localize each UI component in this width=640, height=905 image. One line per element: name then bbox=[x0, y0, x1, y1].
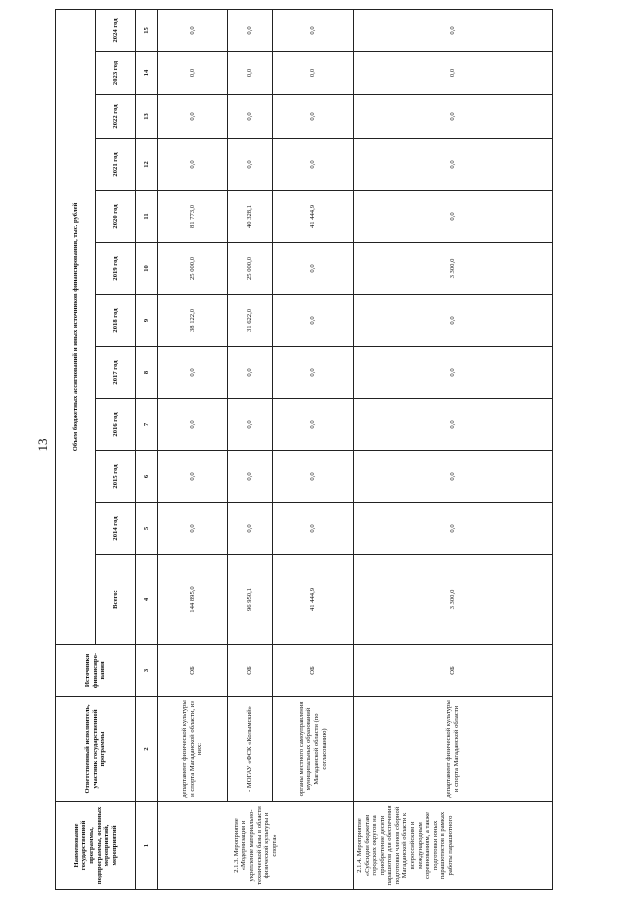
header-source: Источники финансиро-вания bbox=[56, 645, 136, 697]
year-value-cell: 0,0 bbox=[228, 139, 273, 191]
column-number: 3 bbox=[136, 645, 158, 697]
header-row-group bbox=[56, 9, 96, 889]
year-value-cell: 0,0 bbox=[354, 9, 553, 51]
year-value-cell: 0,0 bbox=[273, 399, 354, 451]
column-number: 15 bbox=[136, 9, 158, 51]
year-value-cell: 0,0 bbox=[273, 9, 354, 51]
year-value-cell: 0,0 bbox=[273, 243, 354, 295]
header-executor: Ответственный исполнитель, участник государственной программы bbox=[56, 697, 136, 802]
year-value-cell: 0,0 bbox=[273, 95, 354, 139]
year-value-cell: 38 122,0 bbox=[158, 295, 228, 347]
year-value-cell: 0,0 bbox=[273, 451, 354, 503]
total-cell: 3 300,0 bbox=[354, 555, 553, 645]
source-cell: ОБ bbox=[158, 645, 228, 697]
header-row-numbers bbox=[136, 9, 158, 889]
year-value-cell: 0,0 bbox=[158, 347, 228, 399]
year-value-cell: 40 328,1 bbox=[228, 191, 273, 243]
source-cell: ОБ bbox=[354, 645, 553, 697]
year-value-cell: 0,0 bbox=[354, 451, 553, 503]
year-value-cell: 0,0 bbox=[158, 95, 228, 139]
executor-cell: департамент физической культуры и спорта Магаданской области, из них: bbox=[158, 697, 228, 802]
header-year: 2015 год bbox=[96, 451, 136, 503]
header-year: 2018 год bbox=[96, 295, 136, 347]
table-row bbox=[354, 9, 553, 889]
year-value-cell: 0,0 bbox=[273, 52, 354, 95]
column-number: 14 bbox=[136, 52, 158, 95]
column-number: 2 bbox=[136, 697, 158, 802]
year-value-cell: 0,0 bbox=[273, 503, 354, 555]
header-year: 2024 год bbox=[96, 9, 136, 51]
column-number: 9 bbox=[136, 295, 158, 347]
year-value-cell: 0,0 bbox=[354, 191, 553, 243]
year-value-cell: 0,0 bbox=[273, 139, 354, 191]
source-cell: ОБ bbox=[228, 645, 273, 697]
column-number: 5 bbox=[136, 503, 158, 555]
table-row bbox=[228, 9, 273, 889]
column-number: 6 bbox=[136, 451, 158, 503]
year-value-cell: 81 773,0 bbox=[158, 191, 228, 243]
financing-table bbox=[55, 9, 553, 890]
year-value-cell: 0,0 bbox=[273, 347, 354, 399]
year-value-cell: 0,0 bbox=[228, 503, 273, 555]
year-value-cell: 0,0 bbox=[354, 503, 553, 555]
year-value-cell: 25 000,0 bbox=[158, 243, 228, 295]
header-year: 2020 год bbox=[96, 191, 136, 243]
year-value-cell: 0,0 bbox=[354, 139, 553, 191]
rotated-page bbox=[35, 10, 555, 890]
year-value-cell: 0,0 bbox=[158, 52, 228, 95]
year-value-cell: 0,0 bbox=[354, 95, 553, 139]
table-row bbox=[158, 9, 228, 889]
total-cell: 96 950,1 bbox=[228, 555, 273, 645]
year-value-cell: 0,0 bbox=[158, 399, 228, 451]
year-value-cell: 0,0 bbox=[158, 139, 228, 191]
year-value-cell: 0,0 bbox=[228, 9, 273, 51]
executor-cell: - МОГАУ «ФСК «Колымский» bbox=[228, 697, 273, 802]
year-value-cell: 3 300,0 bbox=[354, 243, 553, 295]
year-value-cell: 41 444,9 bbox=[273, 191, 354, 243]
source-cell: ОБ bbox=[273, 645, 354, 697]
table-row bbox=[273, 9, 354, 889]
year-value-cell: 31 622,0 bbox=[228, 295, 273, 347]
year-value-cell: 0,0 bbox=[354, 399, 553, 451]
total-cell: 41 444,9 bbox=[273, 555, 354, 645]
executor-cell: департамент физической культуры и спорта Магаданской области bbox=[354, 697, 553, 802]
year-value-cell: 0,0 bbox=[273, 295, 354, 347]
header-year: 2019 год bbox=[96, 243, 136, 295]
activity-name: 2.1.4. Мероприятие «Субсидии бюджетам городских округов на приобретение десяти парашютов для обеспечения подготовки членов сборной Магаданской области к всероссийским и международным соревнованиям, а также подготовки юных парашютистов в рамках работы парашютного bbox=[354, 802, 553, 890]
year-value-cell: 0,0 bbox=[228, 52, 273, 95]
year-value-cell: 0,0 bbox=[228, 95, 273, 139]
year-value-cell: 0,0 bbox=[228, 451, 273, 503]
column-number: 10 bbox=[136, 243, 158, 295]
year-value-cell: 0,0 bbox=[228, 399, 273, 451]
column-number: 7 bbox=[136, 399, 158, 451]
header-year: 2021 год bbox=[96, 139, 136, 191]
column-number: 11 bbox=[136, 191, 158, 243]
page-number: 13 bbox=[35, 438, 50, 452]
column-number: 12 bbox=[136, 139, 158, 191]
column-number: 4 bbox=[136, 555, 158, 645]
header-year: 2016 год bbox=[96, 399, 136, 451]
year-value-cell: 25 000,0 bbox=[228, 243, 273, 295]
column-number: 8 bbox=[136, 347, 158, 399]
header-year: 2014 год bbox=[96, 503, 136, 555]
column-number: 1 bbox=[136, 802, 158, 890]
year-value-cell: 0,0 bbox=[228, 347, 273, 399]
year-value-cell: 0,0 bbox=[158, 9, 228, 51]
executor-cell: органы местного самоуправления муниципальных образований Магаданской области (по согласованию) bbox=[273, 697, 354, 802]
year-value-cell: 0,0 bbox=[354, 295, 553, 347]
total-cell: 144 895,0 bbox=[158, 555, 228, 645]
header-total: Всего: bbox=[96, 555, 136, 645]
header-financing-group: Объем бюджетных ассигнований и иных источников финансирования, тыс. рублей bbox=[56, 9, 96, 644]
header-year: 2017 год bbox=[96, 347, 136, 399]
year-value-cell: 0,0 bbox=[158, 503, 228, 555]
activity-name: 2.1.3. Мероприятие «Модернизация и укрепление материально-технической базы в области физической культуры и спорта» bbox=[158, 802, 354, 890]
year-value-cell: 0,0 bbox=[354, 52, 553, 95]
header-name: Наименование государственной программы, подпрограммы, основных мероприятий, мероприятий bbox=[56, 802, 136, 890]
year-value-cell: 0,0 bbox=[158, 451, 228, 503]
column-number: 13 bbox=[136, 95, 158, 139]
header-year: 2023 год bbox=[96, 52, 136, 95]
header-year: 2022 год bbox=[96, 95, 136, 139]
year-value-cell: 0,0 bbox=[354, 347, 553, 399]
